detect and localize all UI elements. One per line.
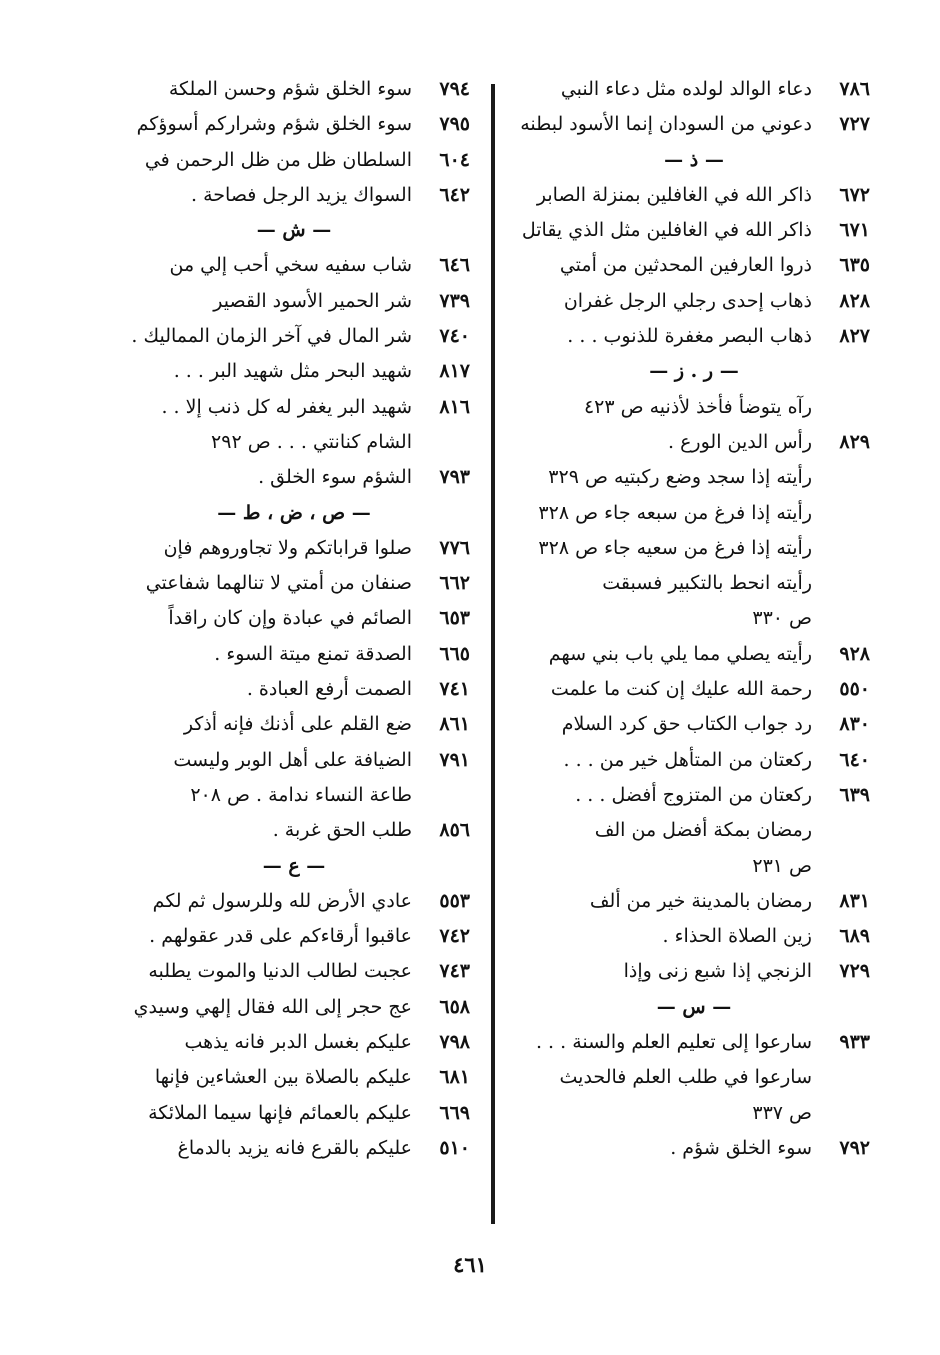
entry-text: سوء الخلق شؤم وحسن الملكة — [168, 78, 412, 100]
entry-number: ٧٢٩ — [839, 960, 870, 983]
letter-section-header: — س — — [656, 995, 732, 1018]
entry-number: ٩٣٣ — [839, 1031, 870, 1054]
entry-text: الزنجي إذا شبع زنى وإذا — [623, 960, 812, 983]
index-entry — [518, 637, 870, 672]
index-entry — [118, 1096, 470, 1131]
entry-text: ذهاب البصر مغفرة للذنوب . . . — [567, 325, 812, 348]
index-entry — [518, 178, 870, 213]
entry-text: عليكم بالعمائم فإنها سيما الملائكة — [148, 1101, 412, 1124]
index-entry — [118, 672, 470, 707]
index-entry — [118, 743, 470, 778]
entry-text: صلوا قراباتكم ولا تجاوروهم فإن — [163, 536, 412, 559]
index-entry-continuation: رمضان بمكة أفضل من الف — [594, 819, 812, 842]
index-entry — [118, 1025, 470, 1060]
entry-number: ٨٦١ — [439, 713, 470, 736]
entry-number: ٦٤٢ — [439, 183, 470, 206]
entry-text: السواك يزيد الرجل فصاحة . — [191, 183, 412, 206]
entry-text: دعوني من السودان إنما الأسود لبطنه — [520, 113, 812, 136]
entry-text: عليكم بغسل الدبر فانه يذهب — [184, 1031, 412, 1054]
letter-section-header: — ع — — [262, 854, 326, 877]
entry-text: عادي الأرض لله وللرسول ثم لكم — [152, 889, 412, 912]
entry-number: ٧٩٨ — [439, 1031, 470, 1054]
index-entry — [518, 954, 870, 989]
index-entry — [518, 425, 870, 460]
entry-number: ٦٨١ — [439, 1066, 470, 1089]
entry-text: عجبت لطالب الدنيا والموت يطلبه — [148, 960, 412, 983]
entry-number: ٨٢٨ — [839, 289, 870, 312]
index-entry-continuation: رأيته إذا سجد وضع ركبتيه ص ٣٢٩ — [548, 466, 812, 489]
index-entry — [118, 707, 470, 742]
entry-text: رد جواب الكتاب حق كرد السلام — [561, 713, 812, 736]
index-entry — [518, 919, 870, 954]
entry-text: الصدقة تمنع ميتة السوء . — [214, 642, 412, 665]
entry-number: ٦٥٣ — [439, 607, 470, 630]
entry-text: عليكم بالقرع فانه يزيد بالدماغ — [177, 1136, 412, 1159]
entry-number: ٧٣٩ — [439, 289, 470, 312]
letter-section-header: — ذ — — [664, 148, 724, 171]
entry-number: ٧٩٥ — [439, 113, 470, 136]
letter-section-header: — ش — — [256, 219, 332, 242]
index-entry — [518, 319, 870, 354]
index-entry — [118, 248, 470, 283]
entry-number: ٦٦٥ — [439, 642, 470, 665]
entry-text: ركعتان من المتزوج أفضل . . . — [575, 783, 812, 806]
entry-text: شهيد البر يغفر له كل ذنب إلا . . — [161, 395, 412, 418]
entry-text: ذاكر الله في الغافلين مثل الذي يقاتل — [521, 219, 812, 242]
entry-number: ٦٤٠ — [839, 748, 870, 771]
entry-number: ٨١٦ — [439, 395, 470, 418]
entry-text: صنفان من أمتي لا تنالهما شفاعتي — [145, 572, 412, 595]
index-entry — [118, 143, 470, 178]
entry-number: ٧٤١ — [439, 678, 470, 701]
index-entry — [118, 919, 470, 954]
index-entry — [518, 672, 870, 707]
index-entry — [518, 1025, 870, 1060]
index-entry — [518, 743, 870, 778]
entry-number: ٦٥٨ — [439, 995, 470, 1018]
index-entry — [118, 107, 470, 142]
index-entry — [118, 601, 470, 636]
index-entry-continuation: رأيته إذا فرغ من سعيه جاء ص ٣٢٨ — [538, 536, 812, 559]
entry-number: ٧٤٣ — [439, 960, 470, 983]
index-entry — [118, 178, 470, 213]
entry-number: ٨٢٩ — [839, 430, 870, 453]
index-entry-continuation: رأيته انحط بالتكبير فسبقت — [602, 572, 812, 595]
index-entry — [118, 284, 470, 319]
entry-text: ذاكر الله في الغافلين بمنزلة الصابر — [536, 183, 812, 206]
entry-text: رمضان بالمدينة خير من ألف — [589, 889, 812, 912]
index-entry — [118, 72, 470, 107]
index-entry-continuation: ص ٣٣٠ — [752, 607, 812, 630]
entry-number: ٥٥٠ — [839, 678, 870, 701]
index-entry — [518, 707, 870, 742]
index-entry — [518, 284, 870, 319]
entry-number: ٧٨٦ — [839, 78, 870, 100]
entry-text: السلطان ظل من ظل الرحمن في — [144, 148, 412, 171]
index-entry — [118, 990, 470, 1025]
index-entry — [118, 884, 470, 919]
entry-text: رحمة الله عليك إن كنت ما علمت — [550, 678, 812, 701]
entry-number: ٦٧٢ — [839, 183, 870, 206]
entry-text: الصائم في عبادة وإن كان راقداً — [168, 607, 412, 630]
entry-text: ذروا العارفين المحدثين من أمتي — [559, 254, 812, 277]
index-entry — [118, 813, 470, 848]
entry-text: ضع القلم على أذنك فإنه أذكر — [183, 713, 412, 736]
index-entry — [118, 566, 470, 601]
entry-number: ٧٩٣ — [439, 466, 470, 489]
entry-number: ٦٨٩ — [839, 925, 870, 948]
index-entry-continuation: رأيته إذا فرغ من سبعه جاء ص ٣٢٨ — [538, 501, 812, 524]
letter-section-header: — ر . ز — — [649, 360, 739, 383]
entry-number: ٧٢٧ — [839, 113, 870, 136]
entry-number: ٨١٧ — [439, 360, 470, 383]
entry-number: ٧٧٦ — [439, 536, 470, 559]
index-entry — [118, 319, 470, 354]
index-entry-continuation: طاعة النساء ندامة . ص ٢٠٨ — [190, 783, 412, 806]
index-entry — [118, 390, 470, 425]
entry-text: الشؤم سوء الخلق . — [258, 466, 412, 489]
entry-number: ٥٥٣ — [439, 889, 470, 912]
entry-text: ركعتان من المتأهل خير من . . . — [563, 748, 812, 771]
column-divider — [491, 84, 495, 1224]
entry-text: ذهاب إحدى رجلي الرجل غفران — [563, 289, 812, 312]
entry-number: ٦٦٢ — [439, 572, 470, 595]
entry-number: ٧٩٤ — [439, 78, 470, 100]
entry-text: شهيد البحر مثل شهيد البر . . . — [173, 360, 412, 383]
entry-text: عج حجر إلى الله فقال إلهي وسيدي — [133, 995, 412, 1018]
entry-number: ٦٣٥ — [839, 254, 870, 277]
index-entry — [518, 884, 870, 919]
entry-text: الصمت أرفع العبادة . — [246, 678, 412, 701]
index-entry — [118, 637, 470, 672]
entry-text: عليكم بالصلاة بين العشاءين فإنها — [154, 1066, 412, 1089]
page-number: ٤٦١ — [453, 1252, 487, 1277]
index-entry — [118, 460, 470, 495]
entry-number: ٦٦٩ — [439, 1101, 470, 1124]
entry-text: رأس الدين الورع . — [668, 430, 812, 453]
index-entry — [118, 954, 470, 989]
entry-number: ٦٧١ — [839, 219, 870, 242]
index-entry — [118, 531, 470, 566]
entry-text: شر الحمير الأسود القصير — [213, 289, 412, 312]
entry-text: سوء الخلق شؤم . — [670, 1136, 812, 1159]
entry-number: ٧٩٢ — [839, 1136, 870, 1159]
index-entry — [118, 354, 470, 389]
index-entry — [118, 1060, 470, 1095]
entry-text: سوء الخلق شؤم وشراركم أسوؤكم — [136, 113, 412, 136]
index-entry — [518, 1131, 870, 1166]
entry-number: ٥١٠ — [439, 1136, 470, 1159]
entry-text: دعاء الوالد لولده مثل دعاء النبي — [560, 78, 812, 100]
entry-number: ٨٣١ — [839, 889, 870, 912]
index-entry — [518, 778, 870, 813]
entry-number: ٨٢٧ — [839, 325, 870, 348]
entry-number: ٦٠٤ — [439, 148, 470, 171]
index-entry — [518, 248, 870, 283]
entry-number: ٧٤٢ — [439, 925, 470, 948]
entry-number: ٦٣٩ — [839, 783, 870, 806]
index-entry — [518, 107, 870, 142]
left-index-column — [118, 72, 470, 1166]
index-entry-continuation: الشام كنانتي . . . ص ٢٩٢ — [211, 430, 412, 453]
index-entry-continuation: سارعوا في طلب العلم فالحديث — [559, 1066, 812, 1089]
entry-text: شر المال في آخر الزمان المماليك . — [131, 325, 412, 348]
index-entry — [518, 72, 870, 107]
entry-number: ٦٤٦ — [439, 254, 470, 277]
entry-number: ٩٢٨ — [839, 642, 870, 665]
index-entry-continuation: رآه يتوضأ فأخذ لأذنيه ص ٤٢٣ — [583, 395, 812, 418]
entry-number: ٨٣٠ — [839, 713, 870, 736]
entry-text: زين الصلاة الحذاء . — [662, 925, 812, 948]
entry-text: رأيته يصلي مما يلي باب بني سهم — [548, 642, 812, 665]
entry-text: طلب الحق غربة . — [272, 819, 412, 842]
entry-number: ٧٩١ — [439, 748, 470, 771]
right-index-column — [518, 72, 870, 1166]
index-entry — [518, 213, 870, 248]
index-entry-continuation: ص ٢٣١ — [752, 854, 812, 877]
entry-text: الضيافة على أهل الوبر وليست — [173, 748, 412, 771]
index-entry-continuation: ص ٣٣٧ — [752, 1101, 812, 1124]
entry-text: شاب سفيه سخي أحب إلي من — [169, 254, 412, 277]
entry-number: ٨٥٦ — [439, 819, 470, 842]
index-entry — [118, 1131, 470, 1166]
letter-section-header: — ص ، ض ، ط — — [217, 501, 371, 524]
entry-text: عاقبوا أرقاءكم على قدر عقولهم . — [149, 925, 412, 948]
entry-text: سارعوا إلى تعليم العلم والسنة . . . — [535, 1031, 812, 1054]
entry-number: ٧٤٠ — [439, 325, 470, 348]
